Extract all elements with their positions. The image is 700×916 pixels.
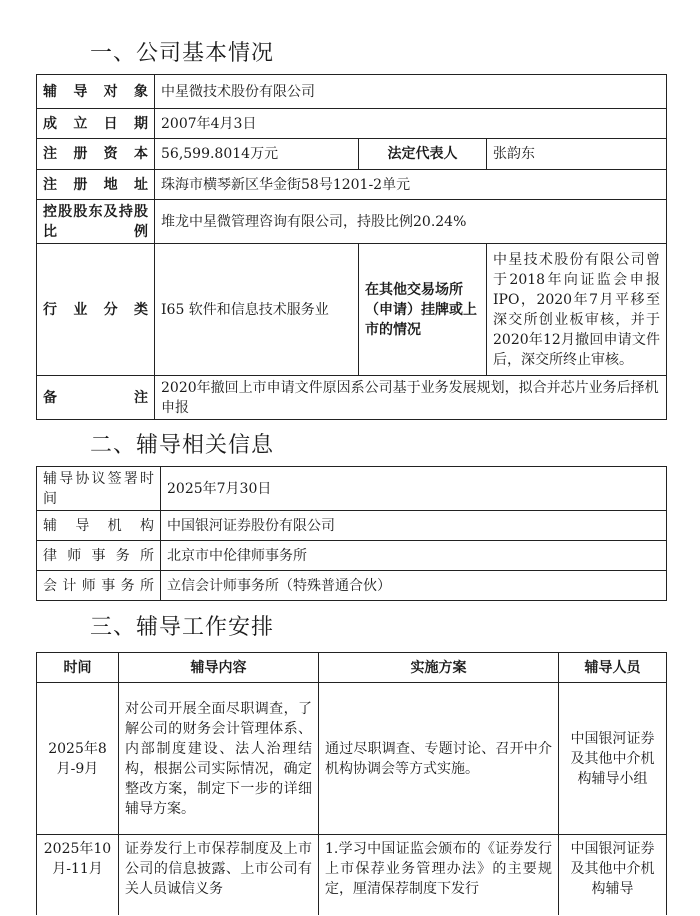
address-value: 珠海市横琴新区华金街58号1201-2单元: [155, 170, 667, 200]
table-row: [37, 835, 667, 915]
header-content: 辅导内容: [119, 653, 319, 683]
listing-value: 中星技术股份有限公司曾于2018年向证监会申报IPO，2020年7月平移至深交所创业板审核，并于2020年12月撤回申请文件后，深交所终止审核。: [487, 244, 667, 376]
row1-staff: 中国银河证券及其他中介机构辅导小组: [559, 683, 667, 835]
industry-label: 行业分类: [37, 244, 155, 376]
section2-heading: 二、辅导相关信息: [90, 433, 275, 458]
row1-time: 2025年8月-9月: [37, 683, 119, 835]
row2-content: 证券发行上市保荐制度及上市公司的信息披露、上市公司有关人员诚信义务: [119, 835, 319, 915]
founded-value: 2007年4月3日: [155, 109, 667, 139]
acct-value: 立信会计师事务所（特殊普通合伙）: [161, 571, 667, 601]
row2-plan: 1.学习中国证监会颁布的《证券发行上市保荐业务管理办法》的主要规定，厘清保荐制度下发行: [319, 835, 559, 915]
header-staff: 辅导人员: [559, 653, 667, 683]
target-label: 辅导对象: [37, 75, 155, 109]
row2-time: 2025年10月-11月: [37, 835, 119, 915]
law-label: 律师事务所: [37, 541, 161, 571]
remark-value: 2020年撤回上市申请文件原因系公司基于业务发展规划，拟合并芯片业务后择机申报: [155, 376, 667, 420]
agency-label: 辅导机构: [37, 511, 161, 541]
capital-value: 56,599.8014万元: [155, 139, 359, 170]
header-time: 时间: [37, 653, 119, 683]
rep-label: 法定代表人: [359, 139, 487, 170]
capital-label: 注册资本: [37, 139, 155, 170]
rep-value: 张韵东: [487, 139, 667, 170]
remark-label: 备注: [37, 376, 155, 420]
agency-value: 中国银河证券股份有限公司: [161, 511, 667, 541]
row2-staff: 中国银河证券及其他中介机构辅导: [559, 835, 667, 915]
signdate-value: 2025年7月30日: [161, 467, 667, 511]
industry-value: I65 软件和信息技术服务业: [155, 244, 359, 376]
shareholder-label: 控股股东及持股比例: [37, 200, 155, 244]
row1-content: 对公司开展全面尽职调查，了解公司的财务会计管理体系、内部制度建设、法人治理结构，根据公司实际情况，确定整改方案，制定下一步的详细辅导方案。: [119, 683, 319, 835]
target-value: 中星微技术股份有限公司: [155, 75, 667, 109]
signdate-label: 辅导协议签署时间: [37, 467, 161, 511]
listing-label: 在其他交易场所（申请）挂牌或上市的情况: [359, 244, 487, 376]
header-plan: 实施方案: [319, 653, 559, 683]
row1-plan: 通过尽职调查、专题讨论、召开中介机构协调会等方式实施。: [319, 683, 559, 835]
section1-heading: 一、公司基本情况: [90, 41, 275, 66]
founded-label: 成立日期: [37, 109, 155, 139]
acct-label: 会计师事务所: [37, 571, 161, 601]
address-label: 注册地址: [37, 170, 155, 200]
law-value: 北京市中伦律师事务所: [161, 541, 667, 571]
schedule-table: [36, 652, 667, 915]
company-info-table: [36, 74, 667, 420]
section3-heading: 三、辅导工作安排: [90, 615, 275, 640]
shareholder-value: 堆龙中星微管理咨询有限公司，持股比例20.24%: [155, 200, 667, 244]
coaching-info-table: [36, 466, 667, 601]
table-row: [37, 683, 667, 835]
